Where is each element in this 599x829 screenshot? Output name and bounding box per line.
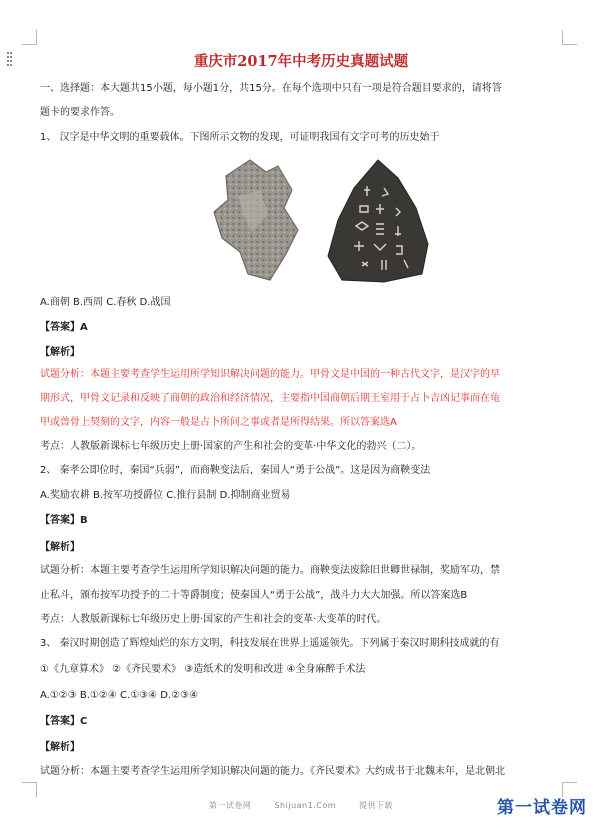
- question-3-options: A.①②③ B.①②④ C.①③④ D.②③④: [40, 690, 199, 701]
- question-2-analysis-line: 止私斗，颁布按军功授予的二十等爵制度；使秦国人“勇于公战”，战斗力大大加强。所以答案选B: [40, 590, 468, 601]
- question-1-analysis-line: 甲或兽骨上契刻的文字，内容一般是占卜所问之事或者是所得结果。所以答案选A: [40, 417, 397, 428]
- question-3-analysis-line: 试题分析：本题主要考查学生运用所学知识解决问题的能力。《齐民要术》大约成书于北魏末年，是北朝北: [40, 766, 505, 777]
- page-title: 重庆市2017年中考历史真题试题: [193, 53, 409, 70]
- question-2-options: A.奖励农耕 B.按军功授爵位 C.推行县制 D.抑制商业贸易: [40, 490, 291, 501]
- footer-download-note: 提供下载: [359, 801, 394, 810]
- oracle-bone-artifacts-image: [208, 156, 434, 284]
- question-1-analysis-line: 试题分析：本题主要考查学生运用所学知识解决问题的能力。甲骨文是中国的一种古代文字，是汉字的早: [40, 369, 500, 380]
- brand-watermark-logo: 第一试卷网: [497, 798, 587, 818]
- oracle-bone-fragment-right: [320, 156, 434, 284]
- section-instruction-line-1: 一、选择题：本大题共15小题，每小题1分，共15分。在每个选项中只有一项是符合题目要求的，请将答: [40, 83, 502, 94]
- question-2-analysis-label: 【解析】: [40, 542, 80, 553]
- page-footer: [40, 800, 562, 811]
- question-3-stem: 3、 秦汉时期创造了辉煌灿烂的东方文明，科技发展在世界上遥遥领先。下列属于秦汉时期科技成就的有: [40, 638, 500, 649]
- section-instruction-line-2: 题卡的要求作答。: [40, 107, 120, 118]
- question-1-answer: 【答案】A: [40, 322, 88, 333]
- footer-site-url[interactable]: Shijuan1.Com: [274, 801, 337, 810]
- corner-mark-top-left: [22, 30, 37, 45]
- question-3-answer: 【答案】C: [40, 716, 88, 727]
- question-2-answer: 【答案】B: [40, 515, 88, 526]
- question-2-kaodian: 考点：人教版新课标七年级历史上册·国家的产生和社会的变革·大变革的时代。: [40, 614, 387, 625]
- question-3-analysis-label: 【解析】: [40, 742, 80, 753]
- drag-handle-icon[interactable]: [6, 50, 14, 68]
- corner-mark-top-right: [562, 30, 577, 45]
- question-1-kaodian: 考点：人教版新课标七年级历史上册·国家的产生和社会的变革·中华文化的勃兴（二）。: [40, 441, 422, 452]
- question-1-analysis-line: 期形式，甲骨文记录和反映了商朝的政治和经济情况，主要指中国商朝后期王室用于占卜吉凶记事而在龟: [40, 393, 500, 404]
- question-1-analysis-label: 【解析】: [40, 347, 80, 358]
- question-1-options: A.商朝 B.西周 C.春秋 D.战国: [40, 297, 171, 308]
- question-3-items: ①《九章算术》 ②《齐民要术》 ③造纸术的发明和改进 ④全身麻醉手术法: [40, 664, 366, 675]
- corner-mark-bottom-left: [22, 782, 37, 797]
- question-2-analysis-line: 试题分析：本题主要考查学生运用所学知识解决问题的能力。商鞅变法废除旧世卿世禄制，奖励军功，禁: [40, 565, 500, 576]
- question-2-stem: 2、 秦孝公即位时，秦国“兵弱”，而商鞅变法后，秦国人“勇于公战”。这是因为商鞅变法: [40, 465, 431, 476]
- footer-site-name: 第一试卷网: [208, 801, 252, 810]
- oracle-bone-fragment-left: [208, 156, 308, 284]
- question-1-stem: 1、 汉字是中华文明的重要载体。下图所示文物的发现，可证明我国有文字可考的历史始于: [40, 132, 440, 143]
